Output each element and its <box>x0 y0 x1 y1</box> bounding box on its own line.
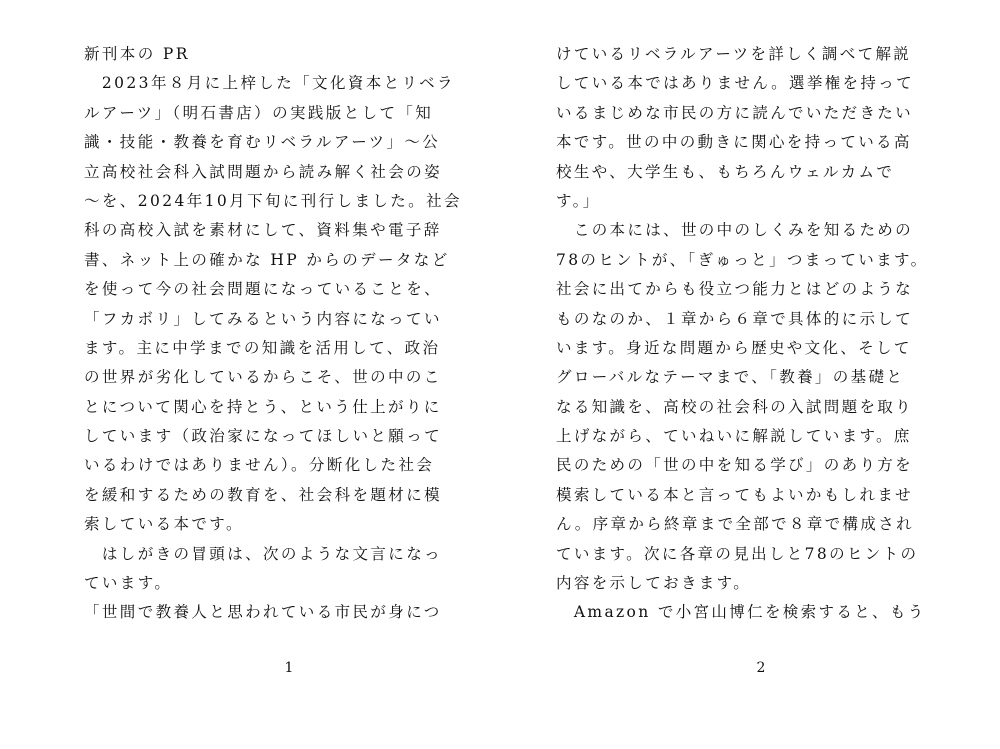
text-line: ています。次に各章の見出しと78のヒントの <box>556 544 919 563</box>
text-line: 模索している本と言ってもよいかもしれませ <box>556 485 914 504</box>
text-line: 本です。世の中の動きに関心を持っている高 <box>556 133 912 152</box>
text-line: を使って今の社会問題になっていることを、 <box>84 280 443 299</box>
page-left <box>64 0 514 749</box>
text-line: 民のための「世の中を知る学び」のあり方を <box>556 456 914 475</box>
text-line: 立高校社会科入試問題から読み解く社会の姿 <box>84 162 443 181</box>
text-line: いるわけではありません）。分断化した社会 <box>84 456 435 475</box>
text-line: 識・技能・教養を育むリベラルアーツ」～公 <box>84 133 441 152</box>
text-line: ています。 <box>84 574 173 593</box>
text-line: グローバルなテーマまで、「教養」の基礎と <box>556 368 905 387</box>
text-line: 「世間で教養人と思われている市民が身につ <box>84 603 442 622</box>
text-line: ます。主に中学までの知識を活用して、政治 <box>84 338 441 357</box>
text-line: 上げながら、ていねいに解説しています。庶 <box>556 427 912 446</box>
page-text <box>84 40 494 628</box>
text-line: 書、ネット上の確かな HP からのデータなど <box>84 250 450 269</box>
text-line: す。」 <box>556 191 601 210</box>
text-line: はしがきの冒頭は、次のような文言になっ <box>84 544 443 563</box>
text-line: います。身近な問題から歴史や文化、そして <box>556 338 912 357</box>
page-number: 2 <box>756 660 766 676</box>
text-line: ～を、2024年10月下旬に刊行しました。社会 <box>84 191 462 210</box>
text-line: この本には、世の中のしくみを知るための <box>556 221 914 240</box>
text-line: 校生や、大学生も、もちろんウェルカムで <box>556 162 895 181</box>
page-number: 1 <box>284 660 294 676</box>
text-line: している本ではありません。選挙権を持って <box>556 74 914 93</box>
text-line: ものなのか、１章から６章で具体的に示して <box>556 309 914 328</box>
text-line: を緩和するための教育を、社会科を題材に模 <box>84 485 443 504</box>
text-line: の世界が劣化しているからこそ、世の中のこ <box>84 368 442 387</box>
text-line: ルアーツ」（明石書店）の実践版として「知 <box>84 103 434 122</box>
text-line: 社会に出てからも役立つ能力とはどのような <box>556 280 914 299</box>
text-line: けているリベラルアーツを詳しく調べて解説 <box>556 45 912 63</box>
text-line: 索している本です。 <box>84 515 244 534</box>
text-line: 内容を示しておきます。 <box>556 574 752 593</box>
text-line: 78のヒントが、「ぎゅっと」つまっています。 <box>556 250 929 269</box>
page-text <box>556 40 966 628</box>
text-line: 2023年８月に上梓した「文化資本とリベラ <box>84 74 455 93</box>
text-line: しています（政治家になってほしいと願って <box>84 427 443 446</box>
text-line: 新刊本の PR <box>84 45 190 63</box>
text-line: 科の高校入試を素材にして、資料集や電子辞 <box>84 221 442 240</box>
page-right <box>536 0 986 749</box>
text-line: なる知識を、高校の社会科の入試問題を取り <box>556 397 914 416</box>
text-line: いるまじめな市民の方に読んでいただきたい <box>556 103 914 122</box>
text-line: 「フカボリ」してみるという内容になってい <box>84 309 442 328</box>
text-line: とについて関心を持とう、という仕上がりに <box>84 397 442 416</box>
text-line: Amazon で小宮山博仁を検索すると、もう <box>556 603 926 622</box>
text-line: ん。序章から終章まで全部で８章で構成され <box>556 515 914 534</box>
